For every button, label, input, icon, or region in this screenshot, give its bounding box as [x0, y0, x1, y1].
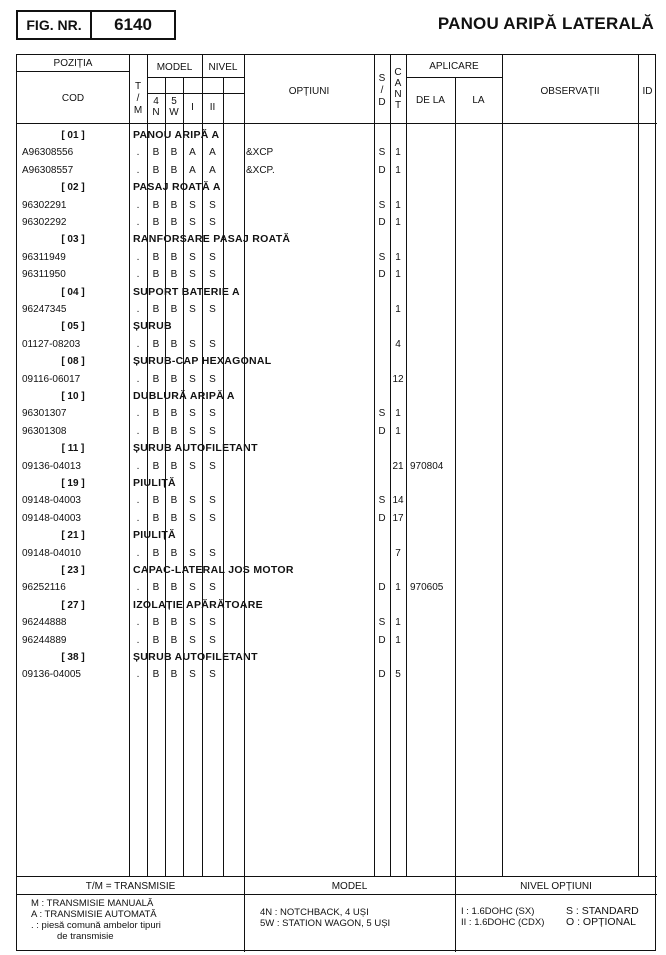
transmission-cell: .	[136, 582, 140, 594]
header-aplicare: APLICARE	[429, 61, 479, 72]
model-4n-cell: B	[152, 460, 160, 472]
quantity-cell: 1	[395, 164, 401, 176]
nivel-ii-cell: S	[209, 634, 216, 646]
quantity-cell: 4	[395, 338, 401, 350]
side-cell: S	[378, 147, 386, 159]
model-4n-cell: B	[152, 199, 160, 211]
from-date-cell	[410, 162, 456, 179]
transmission-cell: .	[136, 634, 140, 646]
quantity-cell: 14	[392, 495, 404, 507]
model-4n-cell: B	[152, 582, 160, 594]
nivel-i-cell: S	[189, 251, 196, 263]
part-code: 96301307	[22, 408, 67, 420]
position-number: [ 02 ]	[61, 182, 85, 194]
side-cell: S	[378, 408, 386, 420]
side-cell: D	[378, 669, 386, 681]
nivel-ii-cell: S	[209, 217, 216, 228]
group-row	[17, 179, 657, 196]
nivel-i-cell: S	[189, 199, 196, 211]
quantity-cell: 5	[395, 669, 401, 681]
quantity-cell: 12	[392, 373, 404, 385]
table-row	[17, 266, 657, 283]
group-row	[17, 388, 657, 405]
side-cell: D	[378, 634, 386, 646]
header-la: LA	[472, 95, 485, 106]
position-number: [ 11 ]	[61, 443, 85, 455]
nivel-ii-cell: A	[209, 164, 216, 176]
legend-nivel-line: I : 1.6DOHC (SX)	[461, 906, 535, 917]
nivel-i-cell: S	[189, 373, 196, 385]
model-4n-cell: B	[152, 373, 160, 385]
nivel-i-cell: S	[189, 512, 196, 524]
quantity-cell: 1	[395, 304, 401, 315]
header-cod: COD	[61, 93, 85, 104]
header-nivel-ii: II	[209, 102, 216, 113]
part-code: A96308556	[22, 147, 74, 159]
from-date-cell	[410, 423, 456, 440]
model-4n-cell: B	[152, 408, 160, 420]
quantity-cell: 21	[392, 460, 404, 472]
group-row	[17, 353, 657, 370]
header-nivel: NIVEL	[208, 62, 238, 73]
position-number: [ 01 ]	[61, 130, 85, 141]
from-date-cell	[410, 336, 456, 353]
legend-model	[260, 907, 450, 929]
side-cell: D	[378, 512, 386, 524]
nivel-ii-cell: S	[209, 460, 216, 472]
nivel-i-cell: S	[189, 547, 196, 559]
nivel-i-cell: S	[189, 582, 196, 594]
model-4n-cell: B	[152, 634, 160, 646]
options-cell	[246, 666, 366, 683]
nivel-ii-cell: S	[209, 669, 216, 681]
model-5w-cell: B	[170, 217, 178, 228]
part-code: 96311949	[22, 251, 66, 263]
side-cell: D	[378, 425, 386, 437]
part-code: 96252116	[22, 582, 66, 594]
legend-tm-line: A : TRANSMISIE AUTOMATĂ	[31, 909, 157, 920]
from-date-cell	[410, 301, 456, 318]
nivel-i-cell: S	[189, 617, 196, 629]
table-row	[17, 214, 657, 231]
model-5w-cell: B	[170, 634, 178, 646]
group-name: IZOLAȚIE APĂRĂTOARE	[133, 598, 263, 611]
table-row	[17, 458, 657, 475]
from-date-cell	[410, 632, 456, 649]
group-name: PIULIȚĂ	[133, 529, 176, 542]
header-observatii: OBSERVAȚII	[540, 86, 600, 97]
page-title: PANOU ARIPĂ LATERALĂ	[437, 14, 654, 33]
quantity-cell: 7	[395, 547, 401, 559]
table-row	[17, 632, 657, 649]
part-code: 96302292	[22, 217, 67, 228]
options-cell	[246, 423, 366, 440]
quantity-cell: 1	[395, 199, 401, 211]
group-row	[17, 440, 657, 457]
group-name: PANOU ARIPĂ A	[133, 129, 220, 141]
model-4n-cell: B	[152, 269, 160, 281]
table-row	[17, 144, 657, 161]
side-cell: D	[378, 164, 386, 176]
transmission-cell: .	[136, 164, 140, 176]
side-cell: S	[378, 617, 386, 629]
model-5w-cell: B	[170, 495, 178, 507]
nivel-ii-cell: S	[209, 373, 216, 385]
nivel-ii-cell: A	[209, 147, 216, 159]
from-date-cell	[410, 666, 456, 683]
options-cell	[246, 545, 366, 562]
group-name: ȘURUB	[133, 320, 172, 333]
transmission-cell: .	[136, 460, 140, 472]
nivel-i-cell: S	[189, 269, 196, 281]
nivel-i-cell: S	[189, 460, 196, 472]
model-5w-cell: B	[170, 408, 178, 420]
table-row	[17, 423, 657, 440]
group-row	[17, 562, 657, 579]
model-4n-cell: B	[152, 304, 160, 315]
side-cell: D	[378, 582, 386, 594]
options-cell	[246, 249, 366, 266]
from-date-cell	[410, 144, 456, 161]
table-row	[17, 405, 657, 422]
options-cell	[246, 214, 366, 231]
legend-nivel-codes	[566, 906, 656, 928]
nivel-i-cell: S	[189, 408, 196, 420]
legend-tm-title: T/M = TRANSMISIE	[85, 881, 176, 892]
table-row	[17, 197, 657, 214]
part-code: 09116-06017	[22, 373, 81, 385]
options-cell	[246, 266, 366, 283]
nivel-i-cell: A	[189, 147, 196, 159]
group-name: DUBLURĂ ARIPĂ A	[133, 390, 235, 402]
options-cell	[246, 336, 366, 353]
transmission-cell: .	[136, 512, 140, 524]
legend-nivel-code: S : STANDARD	[566, 905, 639, 917]
model-5w-cell: B	[170, 547, 178, 559]
nivel-ii-cell: S	[209, 199, 216, 211]
legend-model-line: 4N : NOTCHBACK, 4 UȘI	[260, 907, 369, 918]
group-row	[17, 649, 657, 666]
position-number: [ 10 ]	[61, 391, 85, 402]
nivel-ii-cell: S	[209, 495, 216, 507]
from-date-cell: 970605	[410, 582, 444, 594]
model-4n-cell: B	[152, 617, 160, 629]
position-number: [ 21 ]	[61, 530, 85, 542]
side-cell	[374, 371, 390, 388]
part-code: 01127-08203	[22, 338, 81, 350]
model-4n-cell: B	[152, 669, 160, 681]
table-row	[17, 579, 657, 596]
model-5w-cell: B	[170, 199, 178, 211]
model-4n-cell: B	[152, 425, 160, 437]
options-cell	[246, 371, 366, 388]
header-model: MODEL	[156, 62, 193, 73]
model-5w-cell: B	[170, 304, 178, 315]
model-5w-cell: B	[170, 617, 178, 629]
position-number: [ 27 ]	[61, 599, 85, 611]
options-cell	[246, 579, 366, 596]
table-row	[17, 666, 657, 683]
options-cell	[246, 405, 366, 422]
group-name: PASAJ ROATĂ A	[133, 181, 221, 194]
header-de-la: DE LA	[416, 95, 445, 106]
position-number: [ 38 ]	[61, 652, 85, 663]
position-number: [ 03 ]	[61, 234, 85, 246]
header-pozitia: POZIȚIA	[53, 58, 93, 69]
quantity-cell: 1	[395, 425, 401, 437]
nivel-i-cell: S	[189, 669, 196, 681]
model-5w-cell: B	[170, 269, 178, 281]
table-row	[17, 545, 657, 562]
table-row	[17, 492, 657, 509]
legend-tm-line: M : TRANSMISIE MANUALĂ	[31, 898, 154, 909]
transmission-cell: .	[136, 408, 140, 420]
group-row	[17, 127, 657, 144]
part-code: 96247345	[22, 304, 67, 315]
quantity-cell: 1	[395, 147, 401, 159]
model-5w-cell: B	[170, 147, 178, 159]
nivel-i-cell: S	[189, 304, 196, 315]
model-4n-cell: B	[152, 495, 160, 507]
model-4n-cell: B	[152, 547, 160, 559]
position-number: [ 19 ]	[61, 478, 85, 489]
quantity-cell: 1	[395, 582, 401, 594]
legend-nivel-code: O : OPȚIONAL	[566, 916, 637, 928]
table-row	[17, 301, 657, 318]
header-model-5w: 5 W	[169, 96, 179, 118]
quantity-cell: 17	[392, 512, 404, 524]
group-name: CAPAC-LATERAL JOS MOTOR	[133, 564, 294, 576]
quantity-cell: 1	[395, 217, 401, 228]
group-row	[17, 527, 657, 544]
header-optiuni: OPȚIUNI	[288, 86, 330, 97]
transmission-cell: .	[136, 495, 140, 507]
nivel-ii-cell: S	[209, 512, 216, 524]
table-row	[17, 614, 657, 631]
group-name: PIULIȚĂ	[133, 477, 176, 489]
parts-table	[16, 54, 656, 951]
table-row	[17, 249, 657, 266]
model-5w-cell: B	[170, 582, 178, 594]
part-code: 96244889	[22, 634, 67, 646]
group-row	[17, 475, 657, 492]
options-cell: &XCP.	[246, 164, 275, 176]
legend-tm-line: . : piesă comună ambelor tipuri	[31, 920, 161, 931]
model-5w-cell: B	[170, 338, 178, 350]
side-cell: S	[378, 199, 386, 211]
options-cell	[246, 632, 366, 649]
group-name: RANFORSARE PASAJ ROATĂ	[133, 233, 291, 246]
options-cell	[246, 492, 366, 509]
side-cell	[374, 545, 390, 562]
part-code: 09136-04005	[22, 669, 81, 681]
model-5w-cell: B	[170, 669, 178, 681]
legend-nivel-line: II : 1.6DOHC (CDX)	[461, 917, 545, 928]
nivel-ii-cell: S	[209, 269, 216, 281]
group-row	[17, 284, 657, 301]
transmission-cell: .	[136, 217, 140, 228]
model-5w-cell: B	[170, 251, 178, 263]
transmission-cell: .	[136, 669, 140, 681]
table-row	[17, 336, 657, 353]
from-date-cell	[410, 405, 456, 422]
transmission-cell: .	[136, 147, 140, 159]
side-cell: S	[378, 495, 386, 507]
model-5w-cell: B	[170, 512, 178, 524]
from-date-cell	[410, 266, 456, 283]
nivel-i-cell: S	[189, 217, 196, 228]
transmission-cell: .	[136, 304, 140, 315]
legend-nivel	[461, 906, 561, 928]
transmission-cell: .	[136, 338, 140, 350]
position-number: [ 05 ]	[61, 321, 85, 333]
nivel-i-cell: S	[189, 495, 196, 507]
nivel-i-cell: S	[189, 634, 196, 646]
options-cell	[246, 614, 366, 631]
part-code: 96302291	[22, 199, 67, 211]
model-4n-cell: B	[152, 147, 160, 159]
part-code: 09148-04003	[22, 512, 81, 524]
nivel-ii-cell: S	[209, 408, 216, 420]
side-cell: D	[378, 217, 386, 228]
from-date-cell	[410, 492, 456, 509]
model-5w-cell: B	[170, 460, 178, 472]
side-cell: D	[378, 269, 386, 281]
nivel-ii-cell: S	[209, 547, 216, 559]
from-date-cell	[410, 371, 456, 388]
group-name: ȘURUB AUTOFILETANT	[133, 651, 258, 663]
legend-nivel-title: NIVEL OPȚIUNI	[520, 881, 592, 892]
legend-model-line: 5W : STATION WAGON, 5 UȘI	[260, 918, 391, 929]
from-date-cell	[410, 510, 456, 527]
from-date-cell	[410, 545, 456, 562]
legend-tm	[31, 898, 241, 942]
nivel-ii-cell: S	[209, 338, 216, 350]
quantity-cell: 1	[395, 408, 401, 420]
side-cell: S	[378, 251, 386, 263]
transmission-cell: .	[136, 617, 140, 629]
group-row	[17, 231, 657, 248]
legend-tm-line: de transmisie	[57, 931, 114, 942]
header-sd: S / D	[378, 73, 386, 108]
nivel-ii-cell: S	[209, 251, 216, 263]
legend-model-title: MODEL	[331, 881, 368, 892]
figure-label: FIG. NR.	[18, 12, 92, 38]
model-5w-cell: B	[170, 164, 178, 176]
transmission-cell: .	[136, 199, 140, 211]
part-code: 96244888	[22, 617, 67, 629]
model-5w-cell: B	[170, 425, 178, 437]
transmission-cell: .	[136, 425, 140, 437]
side-cell	[374, 301, 390, 318]
nivel-i-cell: S	[189, 425, 196, 437]
group-row	[17, 318, 657, 335]
nivel-ii-cell: S	[209, 582, 216, 594]
model-5w-cell: B	[170, 373, 178, 385]
transmission-cell: .	[136, 373, 140, 385]
position-number: [ 04 ]	[61, 286, 85, 298]
model-4n-cell: B	[152, 338, 160, 350]
quantity-cell: 1	[395, 634, 401, 646]
group-name: ȘURUB AUTOFILETANT	[133, 442, 258, 455]
options-cell: &XCP	[246, 147, 274, 159]
transmission-cell: .	[136, 269, 140, 281]
position-number: [ 08 ]	[61, 356, 85, 368]
model-4n-cell: B	[152, 217, 160, 228]
header-nivel-i: I	[191, 102, 194, 113]
options-cell	[246, 510, 366, 527]
part-code: 09136-04013	[22, 460, 81, 472]
from-date-cell: 970804	[410, 460, 444, 472]
header-cant: C A N T	[394, 67, 402, 111]
model-4n-cell: B	[152, 251, 160, 263]
options-cell	[246, 458, 366, 475]
figure-number-box	[16, 10, 176, 40]
transmission-cell: .	[136, 251, 140, 263]
header-model-4n: 4 N	[152, 96, 160, 118]
from-date-cell	[410, 197, 456, 214]
table-row	[17, 162, 657, 179]
from-date-cell	[410, 214, 456, 231]
nivel-ii-cell: S	[209, 304, 216, 315]
side-cell	[374, 336, 390, 353]
figure-number: 6140	[114, 15, 152, 34]
part-code: A96308557	[22, 164, 74, 176]
from-date-cell	[410, 614, 456, 631]
model-4n-cell: B	[152, 512, 160, 524]
nivel-ii-cell: S	[209, 425, 216, 437]
part-code: 09148-04010	[22, 547, 81, 559]
nivel-ii-cell: S	[209, 617, 216, 629]
transmission-cell: .	[136, 547, 140, 559]
group-name: ȘURUB-CAP HEXAGONAL	[133, 355, 272, 368]
table-row	[17, 510, 657, 527]
table-row	[17, 371, 657, 388]
model-4n-cell: B	[152, 164, 160, 176]
header-id: ID	[642, 86, 653, 97]
options-cell	[246, 301, 366, 318]
from-date-cell	[410, 249, 456, 266]
quantity-cell: 1	[395, 251, 401, 263]
part-code: 96311950	[22, 269, 66, 281]
quantity-cell: 1	[395, 269, 401, 281]
header-tm: T / M	[133, 81, 143, 116]
nivel-i-cell: A	[189, 164, 196, 176]
position-number: [ 23 ]	[61, 565, 85, 576]
quantity-cell: 1	[395, 617, 401, 629]
side-cell	[374, 458, 390, 475]
nivel-i-cell: S	[189, 338, 196, 350]
group-name: SUPORT BATERIE A	[133, 285, 240, 298]
options-cell	[246, 197, 366, 214]
part-code: 96301308	[22, 425, 67, 437]
part-code: 09148-04003	[22, 495, 81, 507]
group-row	[17, 597, 657, 614]
